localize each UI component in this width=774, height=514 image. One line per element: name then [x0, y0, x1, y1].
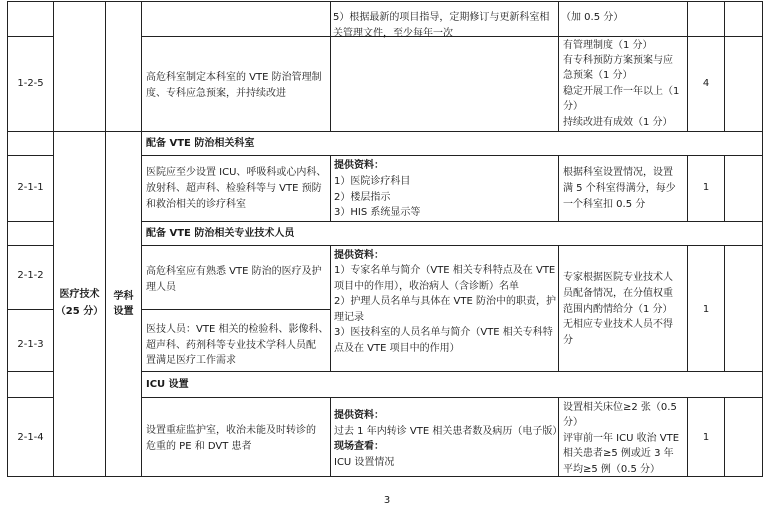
criteria-line: 相关患者≥5 例或近 3 年 [563, 448, 674, 459]
table-rule [558, 1, 559, 132]
materials-heading: 提供资料： [334, 250, 384, 261]
item-score: 1 [702, 182, 710, 193]
table-rule [7, 155, 53, 156]
materials-line: 3）HIS 系统显示等 [334, 207, 421, 218]
materials-line: 2）护理人员名单与具体在 VTE 防治中的职责，护 [334, 296, 556, 307]
item-content-line: 放射科、超声科、检验科等与 VTE 预防 [146, 183, 322, 194]
item-content-line: 设置重症监护室，收治未能及时转诊的 [146, 425, 316, 436]
section-heading: 配备 VTE 防治相关专业技术人员 [146, 228, 295, 239]
item-content-line: 和救治相关的诊疗科室 [146, 199, 246, 210]
table-rule [330, 1, 331, 132]
category-points: （25 分） [55, 306, 104, 317]
table-rule [558, 155, 559, 222]
item-content-line: 医技人员：VTE 相关的检验科、影像科、 [146, 324, 329, 335]
table-rule [7, 36, 53, 37]
criteria-line: 持续改进有成效（1 分） [563, 117, 673, 128]
materials-line: 关管理文件，至少每年一次 [333, 28, 453, 39]
category-name: 医疗技术 [59, 289, 100, 300]
table-rule [330, 155, 331, 222]
materials-line: 3）医技科室的人员名单与简介（VTE 相关专科特 [334, 327, 553, 338]
table-rule [141, 1, 142, 477]
materials-line: 1）医院诊疗科目 [334, 176, 411, 187]
table-rule [141, 245, 762, 246]
table-rule [7, 221, 53, 222]
table-rule [7, 1, 8, 477]
item-content-line: 危重的 PE 和 DVT 患者 [146, 441, 252, 452]
onsite-heading: 现场查看： [334, 441, 384, 452]
table-rule [330, 397, 331, 477]
item-score: 1 [702, 432, 710, 443]
item-content-line: 超声科、药剂科等专业技术学科人员配 [146, 340, 316, 351]
item-score: 1 [702, 304, 710, 315]
item-code: 2-1-1 [17, 182, 44, 193]
materials-heading: 提供资料： [334, 410, 384, 421]
table-rule [141, 371, 762, 372]
table-rule [7, 131, 762, 132]
item-content-line: 度、专科应急预案，并持续改进 [146, 88, 286, 99]
table-rule [724, 1, 725, 132]
materials-line: 项目中的作用），收治病人（含诊断）名单 [334, 281, 519, 292]
item-content-line: 理人员 [146, 282, 176, 293]
table-rule [762, 1, 763, 477]
table-rule [724, 155, 725, 222]
criteria-line: 稳定开展工作一年以上（1 [563, 86, 680, 97]
table-rule [7, 397, 53, 398]
table-rule [53, 1, 54, 477]
table-rule [724, 245, 725, 372]
table-rule [7, 1, 762, 2]
item-content-line: 置满足医疗工作需求 [146, 355, 236, 366]
item-content-line: 医院应至少设置 ICU、呼吸科或心内科、 [146, 167, 327, 178]
table-rule [330, 245, 331, 372]
materials-line: 点及在 VTE 项目中的作用） [334, 343, 460, 354]
subcategory-line: 学科 [113, 291, 134, 302]
subcategory-line: 设置 [113, 306, 134, 317]
criteria-line: 分） [563, 417, 583, 428]
table-rule [687, 1, 688, 132]
section-heading: ICU 设置 [146, 379, 189, 390]
table-rule [141, 397, 762, 398]
materials-heading: 提供资料： [334, 160, 384, 171]
criteria-line: 分） [563, 101, 583, 112]
item-content-line: 高危科室应有熟悉 VTE 防治的医疗及护 [146, 266, 322, 277]
item-content-line: 高危科室制定本科室的 VTE 防治管理制 [146, 72, 322, 83]
criteria-line: 分 [563, 335, 573, 346]
onsite-line: ICU 设置情况 [334, 457, 395, 468]
item-score: 4 [702, 78, 710, 89]
criteria-line: 急预案（1 分） [563, 70, 633, 81]
criteria-line: （加 0.5 分） [561, 12, 624, 23]
table-rule [141, 221, 762, 222]
criteria-line: 满 5 个科室得满分，每少 [563, 183, 676, 194]
criteria-line: 有专科预防方案预案与应 [563, 55, 673, 66]
item-code: 2-1-4 [17, 432, 44, 443]
page-number: 3 [383, 495, 391, 506]
criteria-line: 根据科室设置情况，设置 [563, 167, 673, 178]
table-rule [141, 155, 762, 156]
materials-line: 5）根据最新的项目指导，定期修订与更新科室相 [333, 12, 550, 23]
criteria-line: 无相应专业技术人员不得 [563, 319, 673, 330]
table-rule [7, 245, 53, 246]
materials-line: 过去 1 年内转诊 VTE 相关患者数及病历（电子版） [334, 426, 563, 437]
criteria-line: 评审前一年 ICU 收治 VTE [563, 433, 680, 444]
table-rule [724, 397, 725, 477]
materials-line: 2）楼层指示 [334, 192, 391, 203]
materials-line: 1）专家名单与简介（VTE 相关专科特点及在 VTE [334, 265, 556, 276]
materials-line: 理记录 [334, 312, 364, 323]
item-code: 2-1-3 [17, 339, 44, 350]
criteria-line: 设置相关床位≥2 张（0.5 [563, 402, 677, 413]
criteria-line: 员配备情况，在分值权重 [563, 288, 673, 299]
section-heading: 配备 VTE 防治相关科室 [146, 138, 255, 149]
criteria-line: 平均≥5 例（0.5 分） [563, 464, 661, 475]
item-code: 2-1-2 [17, 270, 44, 281]
table-rule [105, 1, 106, 477]
criteria-line: 有管理制度（1 分） [563, 40, 653, 51]
criteria-line: 专家根据医院专业技术人 [563, 272, 673, 283]
criteria-line: 范围内酌情给分（1 分） [563, 304, 673, 315]
item-code: 1-2-5 [17, 78, 44, 89]
table-rule [141, 309, 330, 310]
criteria-line: 一个科室扣 0.5 分 [563, 199, 646, 210]
table-rule [7, 309, 53, 310]
table-rule [7, 371, 53, 372]
table-rule [558, 245, 559, 372]
